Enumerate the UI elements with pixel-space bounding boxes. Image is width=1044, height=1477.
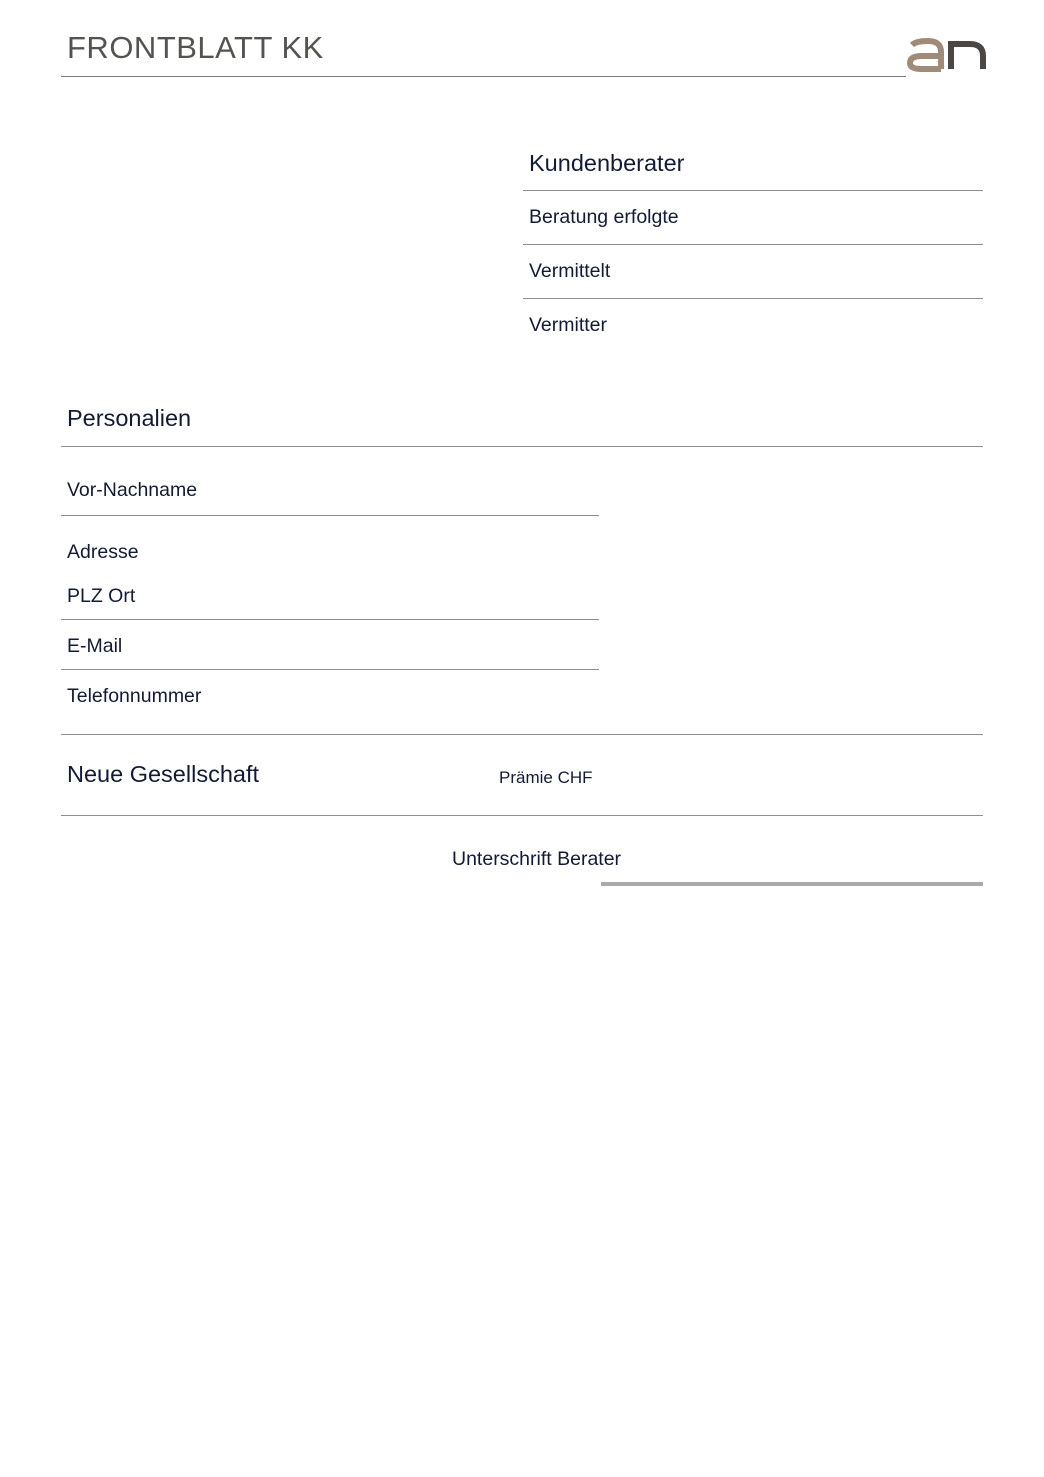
email-label: E-Mail: [67, 635, 123, 657]
vermittelt-divider: [523, 298, 983, 299]
telefonnummer-label: Telefonnummer: [67, 685, 202, 707]
kundenberater-divider: [523, 190, 983, 191]
personalien-end-divider: [61, 734, 983, 735]
name-divider: [61, 515, 599, 516]
gesellschaft-divider: [61, 815, 983, 816]
email-divider: [61, 669, 599, 670]
neue-gesellschaft-heading: Neue Gesellschaft: [67, 761, 260, 787]
personalien-divider: [61, 446, 983, 447]
adresse-label: Adresse: [67, 541, 139, 563]
kundenberater-heading: Kundenberater: [529, 150, 685, 176]
unterschrift-berater-label: Unterschrift Berater: [452, 848, 622, 870]
signature-line: [601, 882, 983, 886]
praemie-chf-label: Prämie CHF: [499, 768, 593, 787]
personalien-heading: Personalien: [67, 405, 192, 431]
plz-ort-label: PLZ Ort: [67, 585, 136, 607]
beratung-erfolgte-label: Beratung erfolgte: [529, 206, 679, 228]
an-logo-icon: [906, 34, 986, 74]
adresse-divider: [61, 619, 599, 620]
beratung-divider: [523, 244, 983, 245]
vermittelt-label: Vermittelt: [529, 260, 611, 282]
page-title: FRONTBLATT KK: [67, 30, 324, 65]
vermitter-label: Vermitter: [529, 314, 608, 336]
vor-nachname-label: Vor-Nachname: [67, 479, 198, 501]
title-divider: [61, 76, 906, 77]
